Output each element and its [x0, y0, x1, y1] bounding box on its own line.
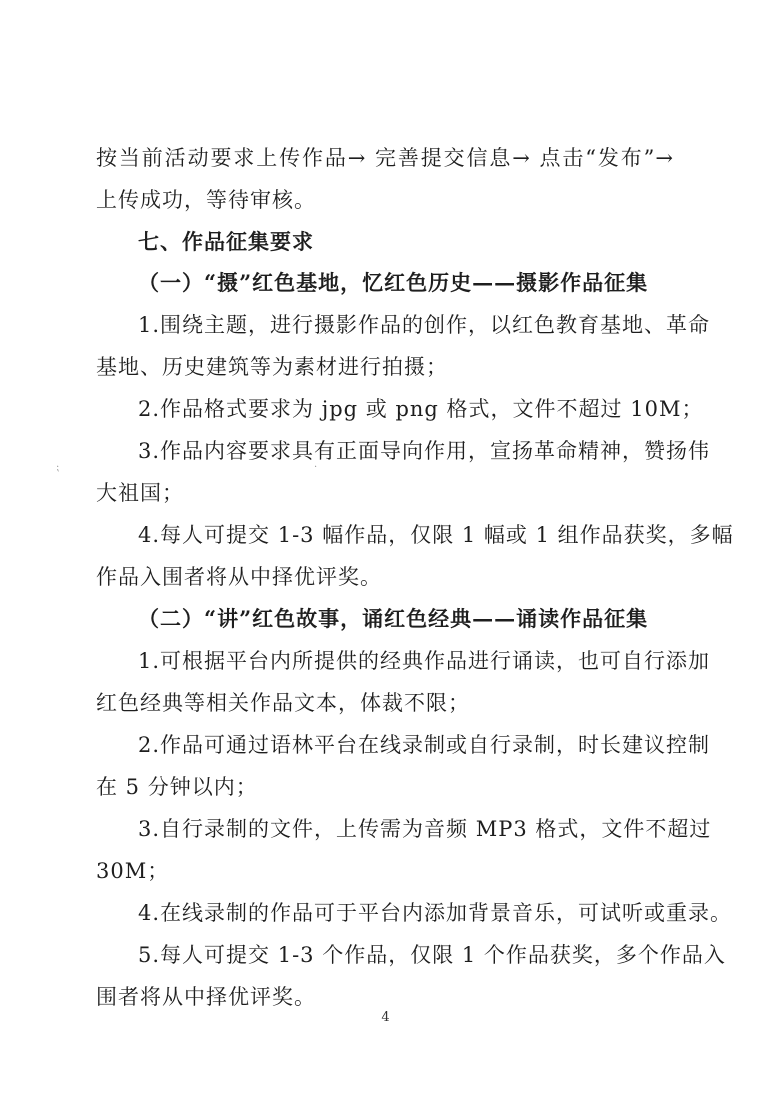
list-item-line: 围者将从中择优评奖。: [96, 985, 316, 1009]
scan-speck-mark: ·: [314, 462, 318, 473]
list-item-line: 30M；: [96, 859, 170, 883]
section-title: 七、作品征集要求: [138, 230, 314, 254]
subsection-title-recitation: （二）“讲”红色故事，诵红色经典——诵读作品征集: [138, 606, 649, 631]
paragraph-line: 按当前活动要求上传作品→ 完善提交信息→ 点击“发布”→: [96, 146, 674, 170]
list-item-line: 2.作品可通过语林平台在线录制或自行录制，时长建议控制: [138, 733, 711, 757]
list-item-line: 1.可根据平台内所提供的经典作品进行诵读，也可自行添加: [138, 649, 711, 673]
list-item-line: 作品入围者将从中择优评奖。: [96, 565, 382, 589]
paragraph-line: 上传成功，等待审核。: [96, 188, 316, 212]
list-item-line: 3.作品内容要求具有正面导向作用，宣扬革命精神，赞扬伟: [138, 439, 711, 463]
list-item-line: 2.作品格式要求为 jpg 或 png 格式，文件不超过 10M；: [138, 397, 704, 421]
subsection-title-photography: （一）“摄”红色基地，忆红色历史——摄影作品征集: [138, 270, 649, 295]
list-item-line: 1.围绕主题，进行摄影作品的创作，以红色教育基地、革命: [138, 313, 711, 337]
list-item-line: 3.自行录制的文件，上传需为音频 MP3 格式，文件不超过: [138, 817, 712, 841]
list-item-line: 5.每人可提交 1-3 个作品，仅限 1 个作品获奖，多个作品入: [138, 943, 726, 967]
scan-speck-mark: ⁏: [56, 462, 60, 473]
page-number: 4: [381, 1010, 390, 1025]
list-item-line: 在 5 分钟以内；: [96, 775, 258, 799]
list-item-line: 红色经典等相关作品文本，体裁不限；: [96, 691, 470, 715]
list-item-line: 4.在线录制的作品可于平台内添加背景音乐，可试听或重录。: [138, 901, 733, 925]
list-item-line: 基地、历史建筑等为素材进行拍摄；: [96, 355, 448, 379]
list-item-line: 4.每人可提交 1-3 幅作品，仅限 1 幅或 1 组作品获奖，多幅: [138, 523, 734, 547]
list-item-line: 大祖国；: [96, 481, 184, 505]
